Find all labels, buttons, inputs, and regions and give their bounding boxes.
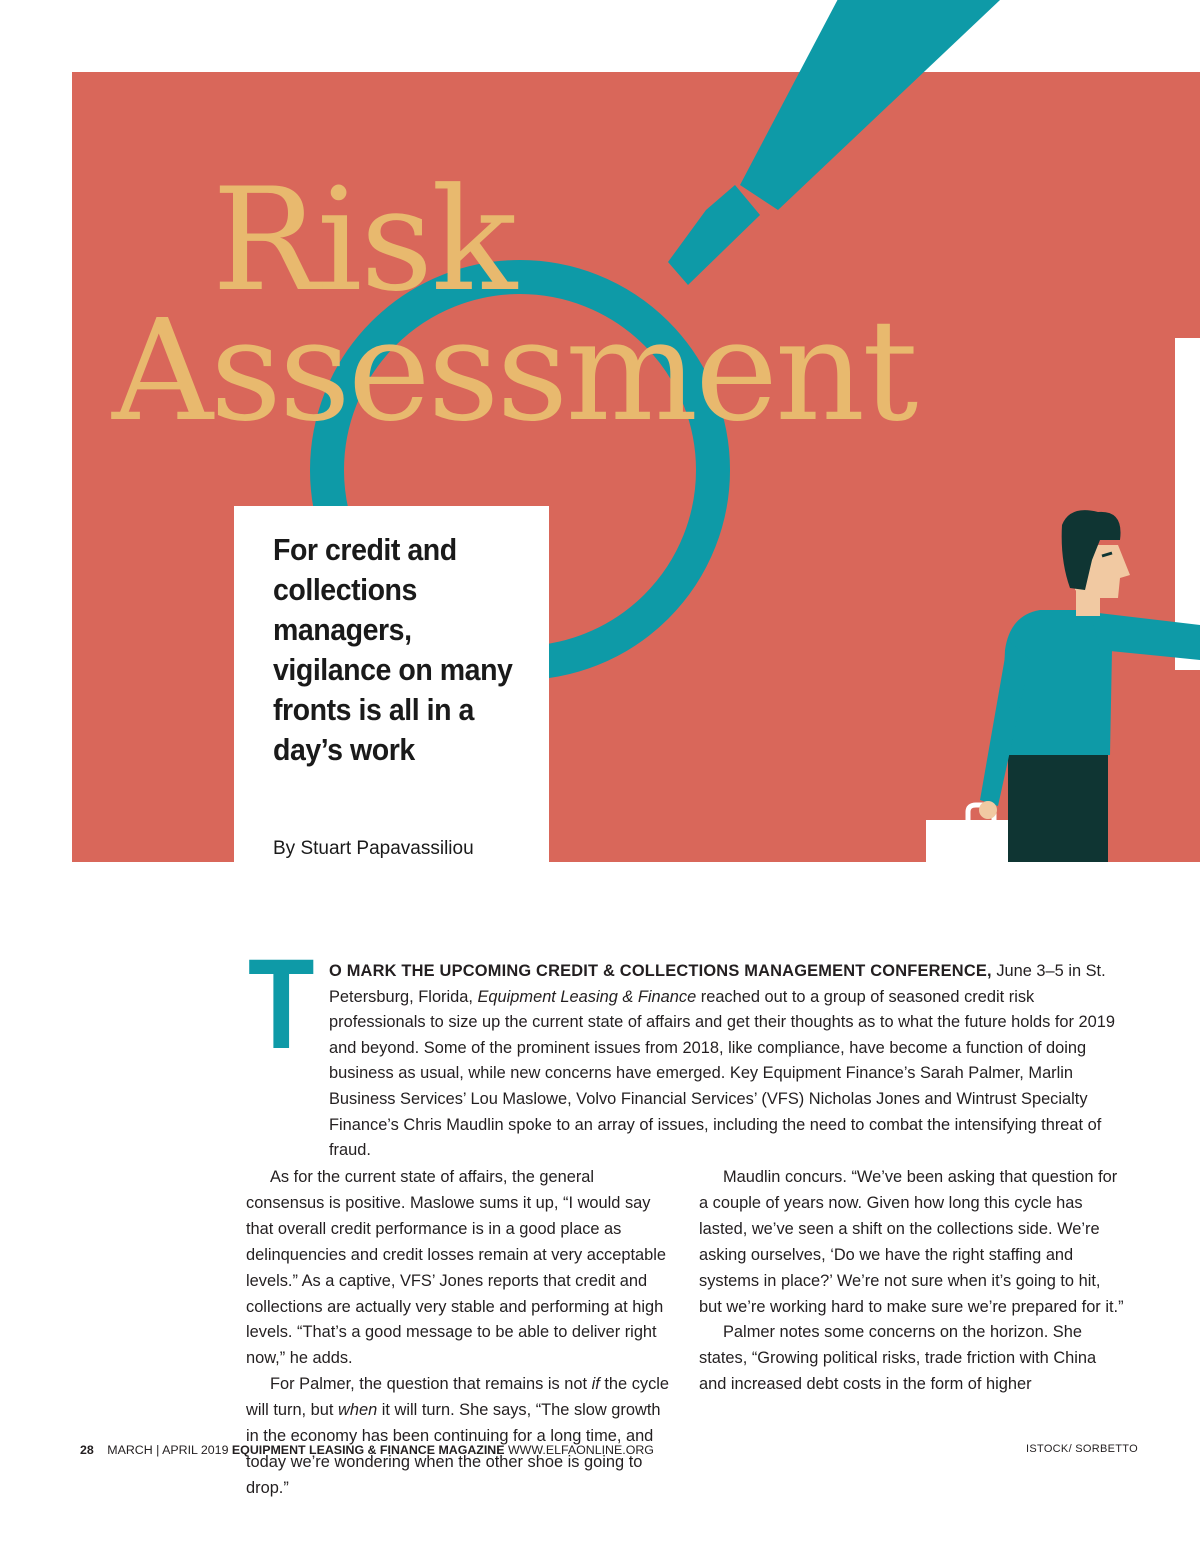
- lead-in: O MARK THE UPCOMING CREDIT & COLLECTIONS MANAGEMENT CONFERENCE,: [329, 962, 992, 980]
- issue-date: MARCH | APRIL 2019: [107, 1443, 229, 1457]
- article-deck: For credit and collections managers, vigilance on many fronts is all in a day’s work: [273, 532, 513, 767]
- paragraph-1: As for the current state of affairs, the general consensus is positive. Maslowe sums it up, “I would say that overall credit performance is in a good place as delinquencies and credit losses remain at very acceptable levels.” As a captive, VFS’ Jones reports that credit and collections are actually very stable and performing at high levels. “That’s a good message to be able to deliver right now,” he adds.: [246, 1168, 667, 1368]
- lead-text-1: June 3–5 in St. Petersburg, Florida,: [329, 962, 1106, 1006]
- lead-paragraph: [246, 959, 1126, 1164]
- publication-name: Equipment Leasing & Finance: [477, 987, 697, 1006]
- paragraph-3: Maudlin concurs. “We’ve been asking that question for a couple of years now. Given how long this cycle has lasted, we’ve seen a shift on the collections side. We’re asking ourselves, ‘Do we have the right staffing and systems in place?’ We’re not sure when it’s going to hit, but we’re working hard to make sure we’re prepared for it.”: [699, 1168, 1124, 1316]
- title-line-2: Assessment: [112, 290, 916, 453]
- paragraph-2-b: the cycle will turn, but: [246, 1375, 670, 1420]
- byline: By Stuart Papavassiliou: [273, 838, 474, 859]
- column-right: [699, 1165, 1126, 1398]
- paragraph-2-c: it will turn. She says, “The slow growth in the economy has been continuing for a long time, and today we’re wondering when the other shoe is going to drop.”: [246, 1401, 661, 1497]
- title-line-1: Risk: [212, 158, 516, 323]
- page-number: 28: [80, 1443, 94, 1457]
- lead-text-2: reached out to a group of seasoned credit risk professionals to size up the current state of affairs and get their thoughts as to what the future holds for 2019 and beyond. Some of the prominent issues from 2018, like compliance, have become a function of doing business as usual, while new concerns have emerged. Key Equipment Finance’s Sarah Palmer, Marlin Business Services’ Lou Maslowe, Volvo Financial Services’ (VFS) Nicholas Jones and Wintrust Specialty Finance’s Chris Maudlin spoke to an array of issues, including the need to combat the intensifying threat of fraud.: [329, 987, 1116, 1160]
- photo-credit: ISTOCK/ SORBETTO: [1026, 1443, 1138, 1455]
- paragraph-2-when: when: [338, 1401, 378, 1420]
- paragraph-2-if: if: [591, 1375, 600, 1394]
- website-link[interactable]: WWW.ELFAONLINE.ORG: [507, 1443, 654, 1457]
- paragraph-2-a: For Palmer, the question that remains is not: [270, 1375, 592, 1394]
- paragraph-2: [246, 1372, 673, 1502]
- drop-cap: T: [248, 933, 315, 1076]
- paragraph-4: Palmer notes some concerns on the horizon. She states, “Growing political risks, trade friction with China and increased debt costs in the form of higher: [699, 1323, 1097, 1394]
- magazine-name: EQUIPMENT LEASING & FINANCE MAGAZINE: [231, 1443, 505, 1457]
- page-footer: [80, 1443, 654, 1457]
